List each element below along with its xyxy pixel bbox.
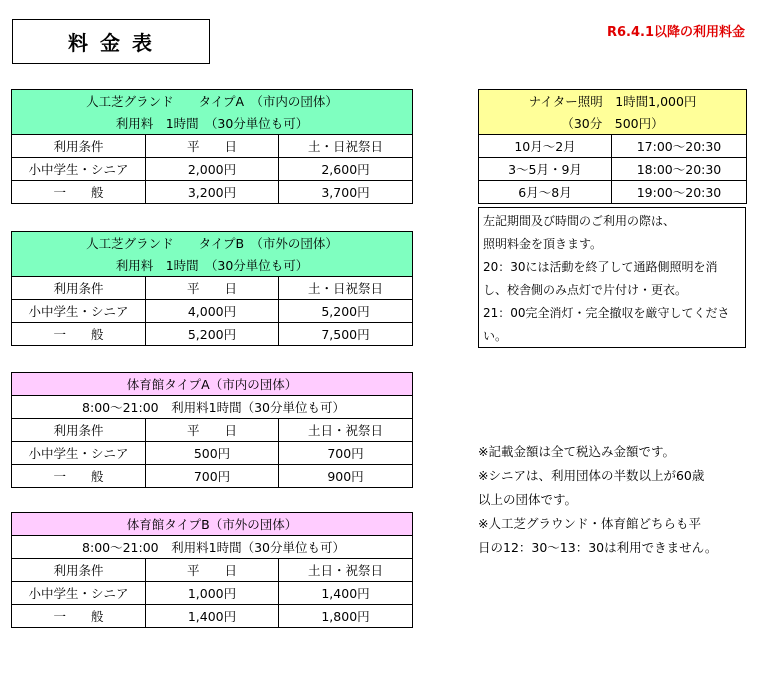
column-header: 土日・祝祭日 xyxy=(279,559,413,582)
column-header: 利用条件 xyxy=(12,559,146,582)
table-row xyxy=(12,465,413,488)
info-line: 照明料金を頂きます。 xyxy=(483,237,603,251)
table-cell: 3～5月・9月 xyxy=(479,158,612,181)
table-cell: 一 般 xyxy=(12,465,146,488)
table-subtitle: 利用料 1時間 （30分単位も可） xyxy=(12,254,413,277)
info-line: 20：30には活動を終了して通路側照明を消 xyxy=(483,260,718,274)
table-row xyxy=(12,582,413,605)
table-subtitle: 利用料 1時間 （30分単位も可） xyxy=(12,112,413,135)
table-title: 人工芝グランド タイプA （市内の団体） xyxy=(12,90,413,113)
column-header: 平 日 xyxy=(146,559,279,582)
table-cell: 5,200円 xyxy=(146,323,279,346)
column-header: 土・日祝祭日 xyxy=(279,135,413,158)
info-line: い。 xyxy=(483,329,508,343)
notes xyxy=(478,440,758,560)
night-lighting-table xyxy=(478,89,747,204)
info-line: し、校舎側のみ点灯で片付け・更衣。 xyxy=(483,283,688,297)
info-line: 21：00完全消灯・完全撤収を厳守してくださ xyxy=(483,306,730,320)
table-row xyxy=(12,605,413,628)
column-header: 土日・祝祭日 xyxy=(279,419,413,442)
table-cell: 小中学生・シニア xyxy=(12,442,146,465)
table-row xyxy=(12,323,413,346)
table-row xyxy=(479,158,747,181)
table-row xyxy=(12,442,413,465)
turf-type-b-table xyxy=(11,231,413,346)
column-header: 利用条件 xyxy=(12,135,146,158)
note-line: 以上の団体です。 xyxy=(478,492,578,507)
note-line: ※シニアは、利用団体の半数以上が60歳 xyxy=(478,468,705,483)
page-title: 料金表 xyxy=(12,19,210,64)
table-title: ナイター照明 1時間1,000円 xyxy=(479,90,747,113)
table-cell: 900円 xyxy=(279,465,413,488)
table-cell: 18:00～20:30 xyxy=(612,158,747,181)
gym-type-a-table xyxy=(11,372,413,488)
table-title: 体育館タイプB（市外の団体） xyxy=(12,513,413,536)
turf-type-a-table xyxy=(11,89,413,204)
table-cell: 500円 xyxy=(146,442,279,465)
table-subtitle: 8:00～21:00 利用料1時間（30分単位も可） xyxy=(12,396,413,419)
table-cell: 1,400円 xyxy=(279,582,413,605)
table-cell: 一 般 xyxy=(12,181,146,204)
table-cell: 2,000円 xyxy=(146,158,279,181)
column-header: 平 日 xyxy=(146,135,279,158)
night-lighting-info xyxy=(478,207,746,348)
table-cell: 4,000円 xyxy=(146,300,279,323)
column-header: 利用条件 xyxy=(12,277,146,300)
column-header: 平 日 xyxy=(146,419,279,442)
table-cell: 17:00～20:30 xyxy=(612,135,747,158)
table-cell: 7,500円 xyxy=(279,323,413,346)
column-header: 利用条件 xyxy=(12,419,146,442)
table-title: 体育館タイプA（市内の団体） xyxy=(12,373,413,396)
table-row xyxy=(12,181,413,204)
table-cell: 2,600円 xyxy=(279,158,413,181)
table-cell: 10月～2月 xyxy=(479,135,612,158)
table-header-row xyxy=(12,419,413,442)
table-row xyxy=(479,181,747,204)
table-row xyxy=(12,158,413,181)
table-cell: 3,200円 xyxy=(146,181,279,204)
table-cell: 1,000円 xyxy=(146,582,279,605)
table-row xyxy=(479,135,747,158)
table-cell: 小中学生・シニア xyxy=(12,158,146,181)
table-cell: 小中学生・シニア xyxy=(12,300,146,323)
table-cell: 700円 xyxy=(279,442,413,465)
table-subtitle: （30分 500円） xyxy=(479,112,747,135)
gym-type-b-table xyxy=(11,512,413,628)
table-cell: 5,200円 xyxy=(279,300,413,323)
table-header-row xyxy=(12,277,413,300)
table-title: 人工芝グランド タイプB （市外の団体） xyxy=(12,232,413,255)
table-cell: 6月～8月 xyxy=(479,181,612,204)
table-cell: 3,700円 xyxy=(279,181,413,204)
table-header-row xyxy=(12,559,413,582)
table-cell: 700円 xyxy=(146,465,279,488)
table-subtitle: 8:00～21:00 利用料1時間（30分単位も可） xyxy=(12,536,413,559)
table-cell: 一 般 xyxy=(12,323,146,346)
table-cell: 1,800円 xyxy=(279,605,413,628)
column-header: 土・日祝祭日 xyxy=(279,277,413,300)
info-line: 左記期間及び時間のご利用の際は、 xyxy=(483,214,676,228)
table-header-row xyxy=(12,135,413,158)
table-row xyxy=(12,300,413,323)
table-cell: 小中学生・シニア xyxy=(12,582,146,605)
note-line: ※人工芝グラウンド・体育館どちらも平 xyxy=(478,516,701,531)
column-header: 平 日 xyxy=(146,277,279,300)
note-line: 日の12：30～13：30は利用できません。 xyxy=(478,540,718,555)
table-cell: 1,400円 xyxy=(146,605,279,628)
table-cell: 19:00～20:30 xyxy=(612,181,747,204)
table-cell: 一 般 xyxy=(12,605,146,628)
effective-date-notice: R6.4.1以降の利用料金 xyxy=(606,25,745,40)
note-line: ※記載金額は全て税込み金額です。 xyxy=(478,444,675,459)
